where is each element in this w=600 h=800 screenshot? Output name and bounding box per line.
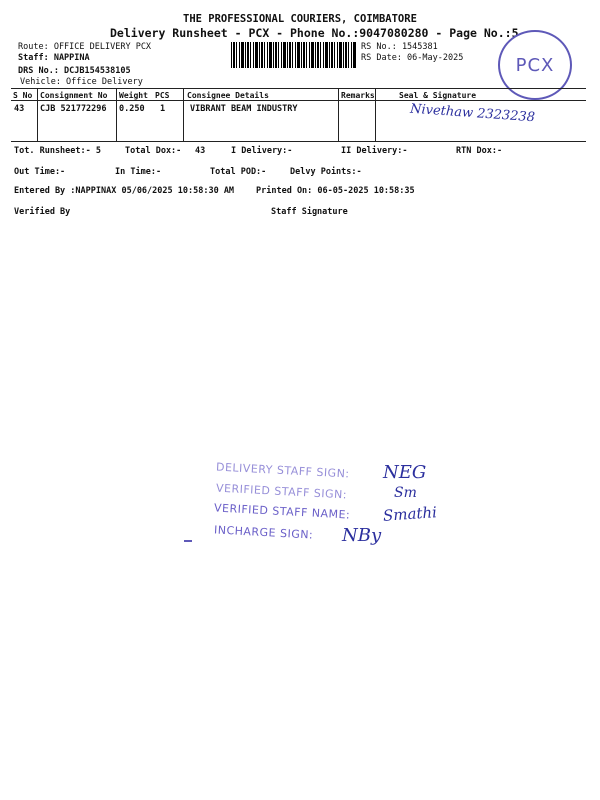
column-divider [338, 88, 339, 141]
route-label: Route: OFFICE DELIVERY PCX [18, 42, 152, 52]
stamp-verified-staff-name: VERIFIED STAFF NAME: [213, 501, 351, 522]
pcx-stamp: PCX [498, 30, 572, 100]
printed-on: Printed On: 06-05-2025 10:58:35 [256, 186, 415, 196]
total-dox-value: 43 [195, 146, 206, 156]
cell-sno: 43 [14, 104, 25, 114]
column-divider [116, 88, 117, 141]
handwritten-signature: Nivethaw 2323238 [409, 101, 536, 126]
verified-by: Verified By [14, 207, 71, 217]
header-seal-signature: Seal & Signature [399, 91, 477, 100]
rs-date: RS Date: 06-May-2025 [361, 53, 464, 63]
cell-weight: 0.250 [119, 104, 145, 114]
company-title: THE PROFESSIONAL COURIERS, COIMBATORE [183, 13, 417, 25]
staff-signature: Staff Signature [271, 207, 348, 217]
header-consignment: Consignment No [40, 91, 108, 100]
barcode [231, 42, 356, 68]
entered-by: Entered By :NAPPINAX 05/06/2025 10:58:30 AM [14, 186, 235, 196]
column-divider [183, 88, 184, 141]
delvy-points: Delvy Points:- [290, 167, 362, 177]
stamp-incharge-sign: INCHARGE SIGN: [213, 523, 314, 542]
stamp-signature-3: Smathi [382, 503, 438, 525]
runsheet-subtitle: Delivery Runsheet - PCX - Phone No.:9047080280 - Page No.:5 [110, 26, 519, 40]
vehicle-label: Vehicle: Office Delivery [20, 77, 143, 87]
stamp-signature-1: NEG [383, 462, 427, 483]
total-dox-label: Total Dox:- [125, 146, 182, 156]
rtn-dox: RTN Dox:- [456, 146, 503, 156]
header-sno: S No [13, 91, 33, 100]
rs-number: RS No.: 1545381 [361, 42, 438, 52]
total-pod: Total POD:- [210, 167, 267, 177]
cell-pcs: 1 [160, 104, 166, 114]
column-divider [37, 88, 38, 141]
out-time: Out Time:- [14, 167, 66, 177]
header-remarks: Remarks [341, 91, 375, 100]
stamp-signature-2: Sm [394, 485, 417, 501]
staff-label: Staff: NAPPINA [18, 53, 90, 63]
in-time: In Time:- [115, 167, 162, 177]
stamp-delivery-staff-sign: DELIVERY STAFF SIGN: [215, 460, 350, 481]
stamp-signature-4: NBy [342, 525, 382, 546]
total-runsheet: Tot. Runsheet:- 5 [14, 146, 101, 156]
stamp-verified-staff-sign: VERIFIED STAFF SIGN: [215, 481, 348, 502]
i-delivery: I Delivery:- [231, 146, 293, 156]
drs-number: DRS No.: DCJB154538105 [18, 66, 131, 76]
ink-mark [184, 540, 192, 542]
header-consignee: Consignee Details [187, 91, 269, 100]
table-header-border [11, 100, 586, 101]
column-divider [375, 88, 376, 141]
table-top-border [11, 88, 586, 89]
cell-consignment: CJB 521772296 [40, 104, 107, 114]
cell-consignee: VIBRANT BEAM INDUSTRY [190, 104, 298, 114]
header-pcs: PCS [155, 91, 170, 100]
table-bottom-border [11, 141, 586, 142]
header-weight: Weight [119, 91, 148, 100]
ii-delivery: II Delivery:- [341, 146, 408, 156]
